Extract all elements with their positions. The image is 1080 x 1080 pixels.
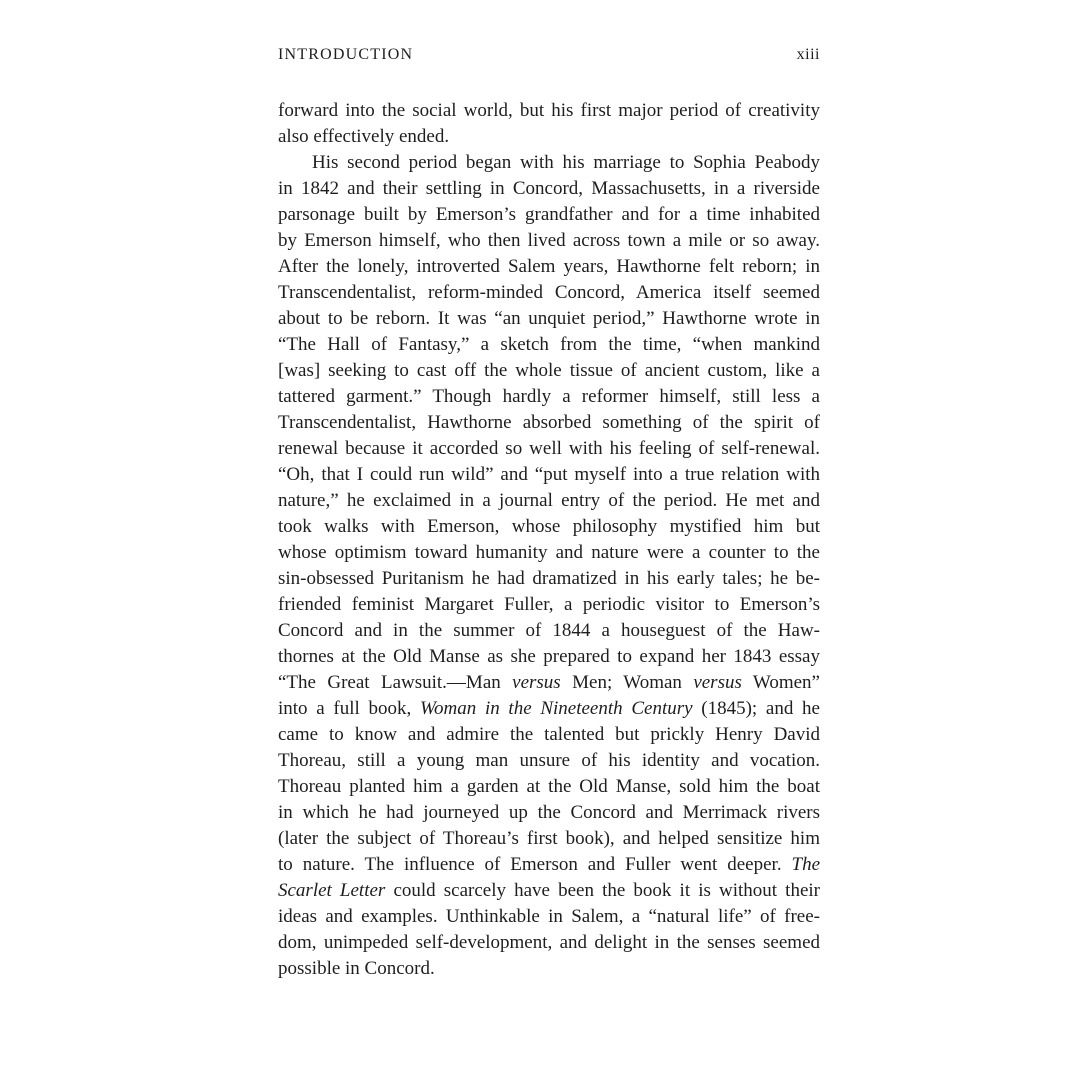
text-run: nature,” he exclaimed in a journal entry of the period. He met and: [278, 490, 820, 511]
text-run: parsonage built by Emerson’s grandfather and for a time inhabited: [278, 204, 820, 225]
text-line: [278, 722, 820, 748]
text-line: [278, 436, 820, 462]
text-run: dom, unimpeded self-development, and delight in the senses seemed: [278, 932, 820, 953]
book-page: [278, 46, 820, 982]
text-run: (1845); and he: [692, 698, 820, 719]
text-line: [278, 956, 820, 982]
text-run: After the lonely, introverted Salem years, Hawthorne felt reborn; in: [278, 256, 820, 277]
text-line: [278, 254, 820, 280]
text-line: [278, 280, 820, 306]
text-run: friended feminist Margaret Fuller, a periodic visitor to Emerson’s: [278, 594, 820, 615]
text-line: [278, 930, 820, 956]
text-line: [278, 358, 820, 384]
text-line: [278, 384, 820, 410]
text-run: sin-obsessed Puritanism he had dramatized in his early tales; he be-: [278, 568, 820, 589]
text-run: into a full book,: [278, 698, 420, 719]
text-line: [278, 150, 820, 176]
text-run: [was] seeking to cast off the whole tissue of ancient custom, like a: [278, 360, 820, 381]
text-run: about to be reborn. It was “an unquiet period,” Hawthorne wrote in: [278, 308, 820, 329]
text-line: [278, 774, 820, 800]
text-line: [278, 124, 820, 150]
italic-text: versus: [512, 672, 561, 693]
text-line: [278, 670, 820, 696]
text-run: “Oh, that I could run wild” and “put myself into a true relation with: [278, 464, 820, 485]
text-run: took walks with Emerson, whose philosophy mystified him but: [278, 516, 820, 537]
text-line: [278, 748, 820, 774]
text-run: tattered garment.” Though hardly a reformer himself, still less a: [278, 386, 820, 407]
text-line: [278, 332, 820, 358]
body-text: [278, 98, 820, 982]
text-run: Men; Woman: [560, 672, 694, 693]
text-line: [278, 514, 820, 540]
text-line: [278, 696, 820, 722]
text-line: [278, 462, 820, 488]
text-run: (later the subject of Thoreau’s first book), and helped sensitize him: [278, 828, 820, 849]
text-line: [278, 176, 820, 202]
text-line: [278, 306, 820, 332]
running-head: [278, 46, 820, 70]
text-line: [278, 488, 820, 514]
text-run: Thoreau planted him a garden at the Old Manse, sold him the boat: [278, 776, 820, 797]
text-line: [278, 592, 820, 618]
italic-text: Woman in the Nineteenth Century: [419, 698, 693, 719]
text-line: [278, 904, 820, 930]
text-run: possible in Concord.: [278, 958, 435, 979]
text-line: [278, 410, 820, 436]
text-line: [278, 618, 820, 644]
text-run: thornes at the Old Manse as she prepared to expand her 1843 essay: [278, 646, 820, 667]
paragraph: [278, 98, 820, 150]
text-run: to nature. The influence of Emerson and Fuller went deeper.: [278, 854, 792, 875]
text-run: by Emerson himself, who then lived across town a mile or so away.: [278, 230, 820, 251]
paragraph: [278, 150, 820, 982]
text-line: [278, 878, 820, 904]
text-line: [278, 566, 820, 592]
text-run: ideas and examples. Unthinkable in Salem, a “natural life” of free-: [278, 906, 820, 927]
text-run: “The Great Lawsuit.—Man: [278, 672, 513, 693]
text-run: whose optimism toward humanity and nature were a counter to the: [278, 542, 820, 563]
text-run: in 1842 and their settling in Concord, Massachusetts, in a riverside: [278, 178, 820, 199]
text-line: [278, 540, 820, 566]
italic-text: Scarlet Letter: [278, 880, 386, 901]
text-line: [278, 202, 820, 228]
text-run: Transcendentalist, reform-minded Concord, America itself seemed: [278, 282, 820, 303]
text-run: Thoreau, still a young man unsure of his identity and vocation.: [278, 750, 820, 771]
text-line: [278, 800, 820, 826]
section-title: INTRODUCTION: [278, 46, 414, 63]
italic-text: versus: [693, 672, 742, 693]
text-run: forward into the social world, but his first major period of creativity: [278, 100, 820, 121]
text-run: could scarcely have been the book it is without their: [385, 880, 821, 901]
text-line: [278, 826, 820, 852]
text-line: [278, 644, 820, 670]
text-run: “The Hall of Fantasy,” a sketch from the time, “when mankind: [278, 334, 820, 355]
text-line: [278, 228, 820, 254]
text-line: [278, 852, 820, 878]
text-run: also effectively ended.: [278, 126, 450, 147]
text-run: came to know and admire the talented but prickly Henry David: [278, 724, 820, 745]
text-run: His second period began with his marriage to Sophia Peabody: [312, 152, 820, 173]
text-run: renewal because it accorded so well with his feeling of self-renewal.: [278, 438, 820, 459]
text-line: [278, 98, 820, 124]
page-number: xiii: [796, 46, 820, 63]
text-run: Transcendentalist, Hawthorne absorbed something of the spirit of: [278, 412, 820, 433]
italic-text: The: [791, 854, 820, 875]
text-run: in which he had journeyed up the Concord and Merrimack rivers: [278, 802, 820, 823]
text-run: Women”: [741, 672, 820, 693]
text-run: Concord and in the summer of 1844 a houseguest of the Haw-: [278, 620, 820, 641]
